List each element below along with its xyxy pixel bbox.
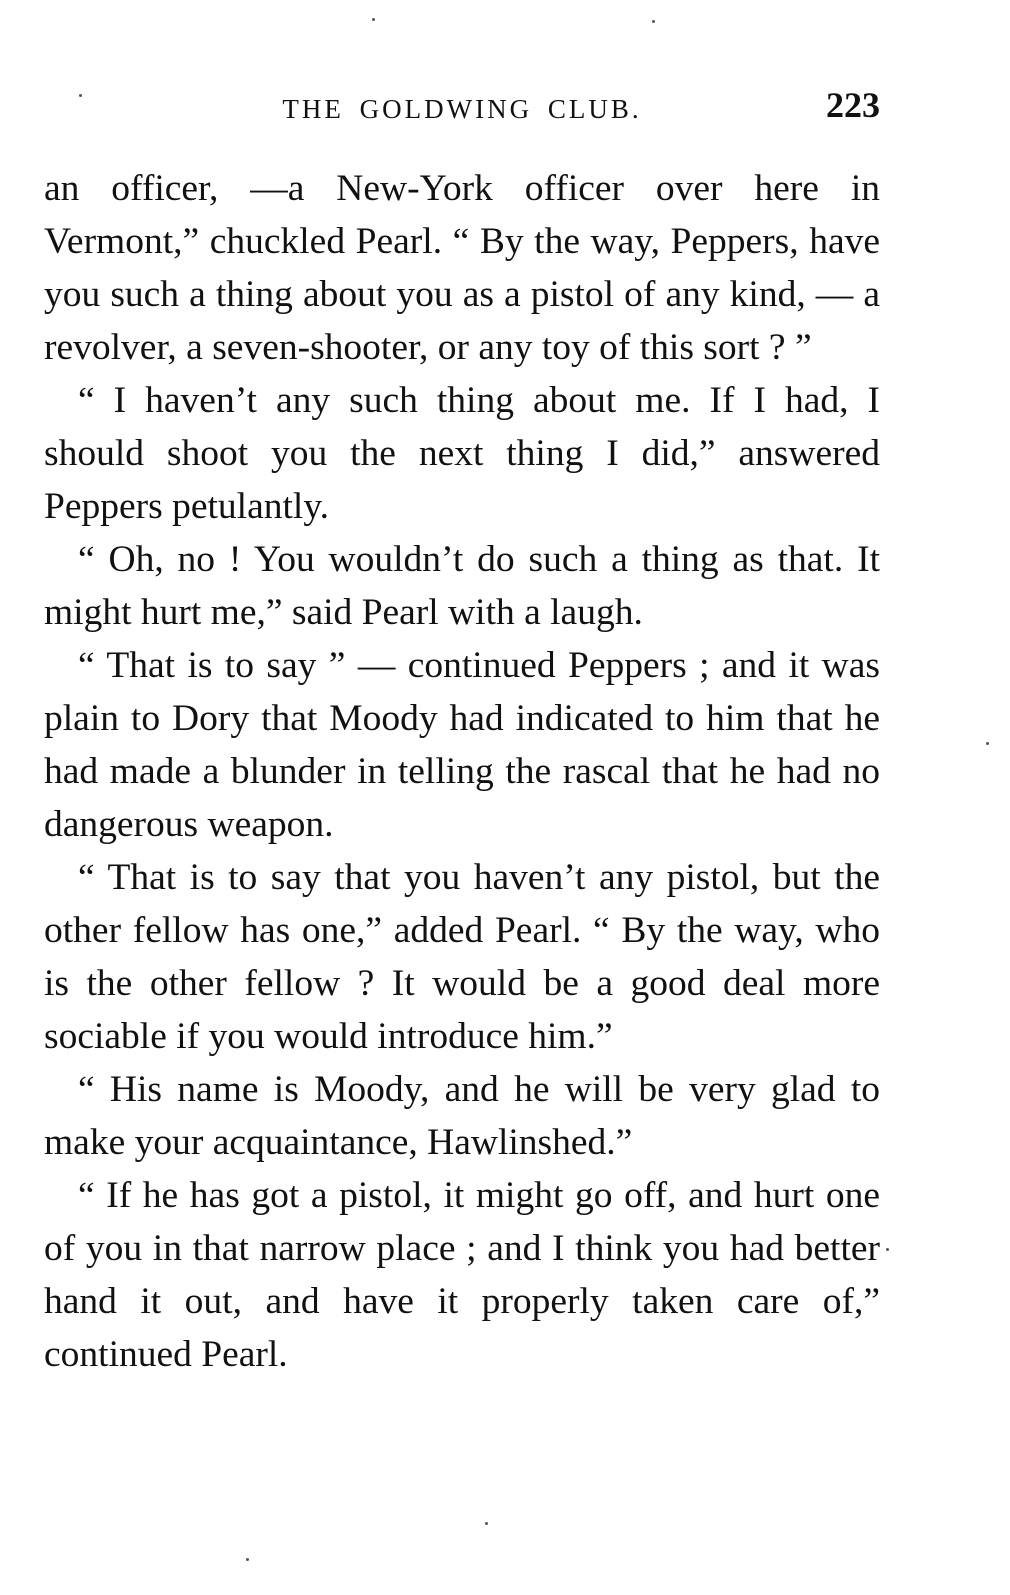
page-number: 223: [826, 85, 880, 125]
running-title: THE GOLDWING CLUB.: [282, 94, 642, 124]
paragraph: “ That is to say ” — continued Peppers ; and it was plain to Dory that Moody had indicated to him that he had made a blunder in telling the rascal that he had no dangerous weapon.: [44, 645, 880, 845]
body-text: [44, 162, 880, 1381]
paper-speck: [485, 1522, 488, 1525]
paper-speck: [79, 94, 82, 97]
paragraph: “ If he has got a pistol, it might go off, and hurt one of you in that narrow place ; and I think you had better hand it out, and have it properly taken care of,” continued Pearl.: [44, 1175, 880, 1375]
paragraph: “ That is to say that you haven’t any pistol, but the other fellow has one,” added Pearl. “ By the way, who is the other fellow ? It would be a good deal more sociable if you would introduce him.”: [44, 857, 880, 1057]
paragraph: “ I haven’t any such thing about me. If I had, I should shoot you the next thing I did,” answered Peppers petulantly.: [44, 380, 880, 527]
paper-speck: [886, 1248, 889, 1251]
paper-speck: [652, 20, 655, 23]
paragraph: “ His name is Moody, and he will be very glad to make your acquaintance, Hawlinshed.”: [44, 1069, 880, 1163]
paper-speck: [986, 742, 989, 745]
paragraph: an officer, —a New-York officer over here in Vermont,” chuckled Pearl. “ By the way, Peppers, have you such a thing about you as a pistol of any kind, — a revolver, a seven-shooter, or any toy of this sort ? ”: [44, 168, 880, 368]
page-header: [44, 84, 880, 134]
paragraph: “ Oh, no ! You wouldn’t do such a thing as that. It might hurt me,” said Pearl with a laugh.: [44, 539, 880, 633]
paper-speck: [372, 18, 375, 21]
paper-speck: [246, 1558, 249, 1561]
